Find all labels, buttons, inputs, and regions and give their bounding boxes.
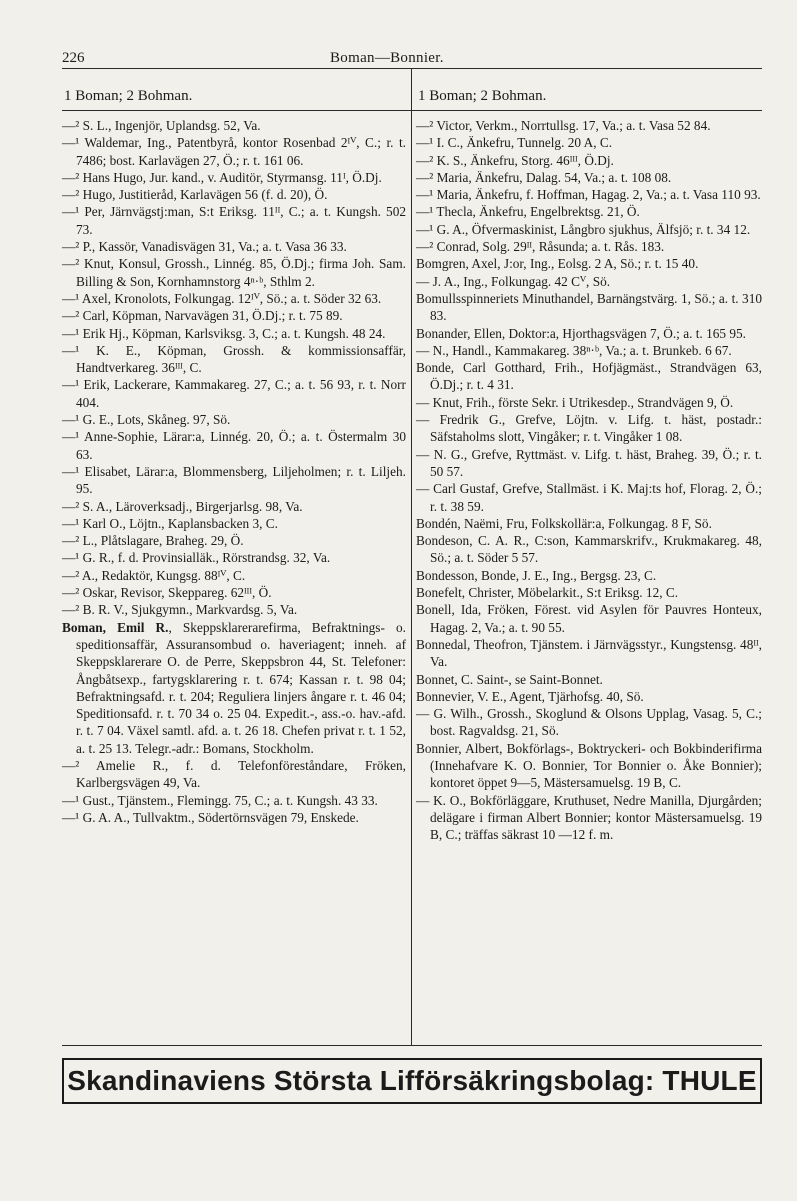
entry: Bomullsspinneriets Minuthandel, Barnängstvärg. 1, Sö.; a. t. 310 83. [416, 290, 762, 324]
entry: Bonnier, Albert, Bokförlags-, Boktryckeri- och Bokbinderifirma (Innehafvare K. O. Bonnier, Tor Bonnier o. Åke Bonnier); kontoret öppet 9—5, Mästersamuelsg. 19 B, C. [416, 740, 762, 791]
entry: Bonnedal, Theofron, Tjänstem. i Järnvägsstyr., Kungstensg. 48ᴵᴵ, Va. [416, 636, 762, 670]
page-number: 226 [62, 50, 85, 66]
entry: —¹ Per, Järnvägstj:man, S:t Eriksg. 11ᴵᴵ, C.; a. t. Kungsh. 502 73. [62, 204, 406, 237]
entry-boman-emil-text: , Skeppsklarerarefirma, Befraktnings- o. speditionsaffär, Assuransombud o. haveriagent; inneh. af Skeppsklarerare O. de Perre, Skeppsbron 44, St. Telefoner: Ångbåtsexp., fartygsklarering r. t. 674; Kassan r. t. 98 04; Befraktningsafd. r. t. 204; Reguliera linjers ångare r. t. 46 04; Speditionsafd. r. t. 70 34 o. 25 04. Expedit.-, ass.-o. hav.-afd. r. t. 7 04. Växel samtl. afd. a. t. 26 18. Chefen privat r. t. 1 52, a. t. 25 13. Telegr.-adr.: Bomans, Stockholm. [76, 619, 407, 756]
entry: —² Conrad, Solg. 29ᴵᴵ, Råsunda; a. t. Rås. 183. [416, 239, 665, 255]
entry: —² Hans Hugo, Jur. kand., v. Auditör, Styrmansg. 11ᴵ, Ö.Dj. [62, 169, 382, 185]
entry: —² Hugo, Justitieråd, Karlavägen 56 (f. d. 20), Ö. [62, 187, 328, 203]
entry: Bondén, Naëmi, Fru, Folkskollär:a, Folkungag. 8 F, Sö. [416, 515, 712, 531]
entry: —¹ K. E., Köpman, Grossh. & kommissionsaffär, Handtverkareg. 36ᴵᴵᴵ, C. [62, 342, 406, 376]
entry: —¹ Waldemar, Ing., Patentbyrå, kontor Rosenbad 2ᴵⱽ, C.; r. t. 7486; bost. Karlavägen 27, Ö.; r. t. 161 06. [62, 135, 406, 168]
entry-boman-emil [62, 619, 406, 757]
entry: — K. O., Bokförläggare, Kruthuset, Nedre Manilla, Djurgården; delägare i firman Albert Bonnier; kontor Mästersamuelsg. 19 B, C.; träffas säkrast 10 —12 f. m. [416, 792, 762, 843]
entry: —¹ I. C., Änkefru, Tunnelg. 20 A, C. [416, 135, 613, 151]
entry: —¹ Erik, Lackerare, Kammakareg. 27, C.; a. t. 56 93, r. t. Norr 404. [62, 377, 406, 410]
entry: —² Victor, Verkm., Norrtullsg. 17, Va.; a. t. Vasa 52 84. [416, 118, 711, 133]
entry: —² K. S., Änkefru, Storg. 46ᴵᴵᴵ, Ö.Dj. [416, 152, 614, 168]
entry: Bonnevier, V. E., Agent, Tjärhofsg. 40, Sö. [416, 688, 644, 704]
entry: —² Oskar, Revisor, Skeppareg. 62ᴵᴵᴵ, Ö. [62, 585, 272, 601]
entry: Bonde, Carl Gotthard, Frih., Hofjägmäst., Strandvägen 63, Ö.Dj.; r. t. 4 31. [416, 360, 762, 393]
entry: —² Maria, Änkefru, Dalag. 54, Va.; a. t. 108 08. [416, 169, 672, 185]
entry: — Knut, Frih., förste Sekr. i Utrikesdep., Strandvägen 9, Ö. [416, 394, 734, 410]
running-head: Boman—Bonnier. [330, 50, 444, 66]
entry: Bonefelt, Christer, Möbelarkit., S:t Eriksg. 12, C. [416, 585, 679, 601]
entry-boman-emil-name: Boman, Emil R. [62, 619, 169, 635]
entry: Bondesson, Bonde, J. E., Ing., Bergsg. 23, C. [416, 567, 657, 583]
column-divider [411, 68, 412, 1045]
entry: — Fredrik G., Grefve, Löjtn. v. Lifg. t. häst, postadr.: Säfstaholms slott, Vingåker; r. t. Vingåker 1 08. [416, 412, 762, 445]
banner-text: Skandinaviens Största Lifförsäkringsbolag: THULE [67, 1065, 757, 1096]
entry: — G. Wilh., Grossh., Skoglund & Olsons Upplag, Vasag. 5, C.; bost. Ragvaldsg. 21, Sö. [416, 706, 762, 739]
entry: —² L., Plåtslagare, Braheg. 29, Ö. [62, 533, 244, 549]
entry: —² S. L., Ingenjör, Uplandsg. 52, Va. [62, 118, 261, 133]
entry: —¹ Anne-Sophie, Lärar:a, Linnég. 20, Ö.; a. t. Östermalm 30 63. [62, 429, 406, 462]
entry: —¹ Erik Hj., Köpman, Karlsviksg. 3, C.; a. t. Kungsh. 48 24. [62, 325, 386, 341]
bottom-rule [62, 1045, 762, 1046]
header-rule [62, 110, 762, 111]
entry: —² B. R. V., Sjukgymn., Markvardsg. 5, Va. [62, 602, 298, 618]
entry: — N., Handl., Kammakareg. 38ⁿ·ᵇ, Va.; a. t. Brunkeb. 6 67. [416, 342, 732, 358]
entry: —¹ Axel, Kronolots, Folkungag. 12ᴵⱽ, Sö.; a. t. Söder 32 63. [62, 290, 382, 306]
entry: —² Carl, Köpman, Narvavägen 31, Ö.Dj.; r. t. 75 89. [62, 308, 343, 324]
entry: Bondeson, C. A. R., C:son, Kammarskrifv., Krukmakareg. 48, Sö.; a. t. Söder 5 57. [416, 533, 762, 566]
entry: Bonell, Ida, Fröken, Förest. vid Asylen för Pauvres Honteux, Hagag. 2, Va.; a. t. 90 55. [416, 602, 762, 635]
entry: —² Knut, Konsul, Grossh., Linnég. 85, Ö.Dj.; firma Joh. Sam. Billing & Son, Kornhamnstorg 4ⁿ·ᵇ, Sthlm 2. [62, 256, 406, 289]
entry: Bonnet, C. Saint-, se Saint-Bonnet. [416, 671, 603, 687]
thule-advert-banner [62, 1058, 762, 1104]
entry: Bomgren, Axel, J:or, Ing., Eolsg. 2 A, Sö.; r. t. 15 40. [416, 256, 699, 272]
entry: —¹ G. A., Öfvermaskinist, Långbro sjukhus, Älfsjö; r. t. 34 12. [416, 221, 751, 237]
entry: —¹ Maria, Änkefru, f. Hoffman, Hagag. 2, Va.; a. t. Vasa 110 93. [416, 187, 761, 203]
entry: —¹ Gust., Tjänstem., Flemingg. 75, C.; a. t. Kungsh. 43 33. [62, 792, 378, 808]
entry: —¹ G. E., Lots, Skåneg. 97, Sö. [62, 412, 231, 428]
entry: —² P., Kassör, Vanadisvägen 31, Va.; a. t. Vasa 36 33. [62, 239, 347, 255]
entry: — J. A., Ing., Folkungag. 42 Cⱽ, Sö. [416, 273, 611, 289]
right-column-header: 1 Boman; 2 Bohman. [418, 88, 547, 104]
entry: — Carl Gustaf, Grefve, Stallmäst. i K. Maj:ts hof, Florag. 2, Ö.; r. t. 38 59. [416, 481, 762, 514]
right-column [416, 117, 762, 843]
entry: —² S. A., Läroverksadj., Birgerjarlsg. 98, Va. [62, 498, 303, 514]
entry: —² Amelie R., f. d. Telefonföreståndare, Fröken, Karlbergsvägen 49, Va. [62, 757, 406, 791]
entry: —¹ Thecla, Änkefru, Engelbrektsg. 21, Ö. [416, 204, 640, 220]
top-rule [62, 68, 762, 69]
entry: Bonander, Ellen, Doktor:a, Hjorthagsvägen 7, Ö.; a. t. 165 95. [416, 325, 746, 341]
entry: —¹ G. A. A., Tullvaktm., Södertörnsvägen 79, Enskede. [62, 809, 359, 825]
entry: —¹ G. R., f. d. Provinsialläk., Rörstrandsg. 32, Va. [62, 550, 331, 566]
entry: —¹ Karl O., Löjtn., Kaplansbacken 3, C. [62, 515, 278, 531]
entry: —² A., Redaktör, Kungsg. 88ᴵⱽ, C. [62, 567, 246, 583]
entry: — N. G., Grefve, Ryttmäst. v. Lifg. t. häst, Braheg. 39, Ö.; r. t. 50 57. [416, 446, 762, 479]
left-column-header: 1 Boman; 2 Bohman. [64, 88, 193, 104]
left-column [62, 117, 406, 826]
entry: —¹ Elisabet, Lärar:a, Blommensberg, Liljeholmen; r. t. Liljeh. 95. [62, 463, 406, 497]
